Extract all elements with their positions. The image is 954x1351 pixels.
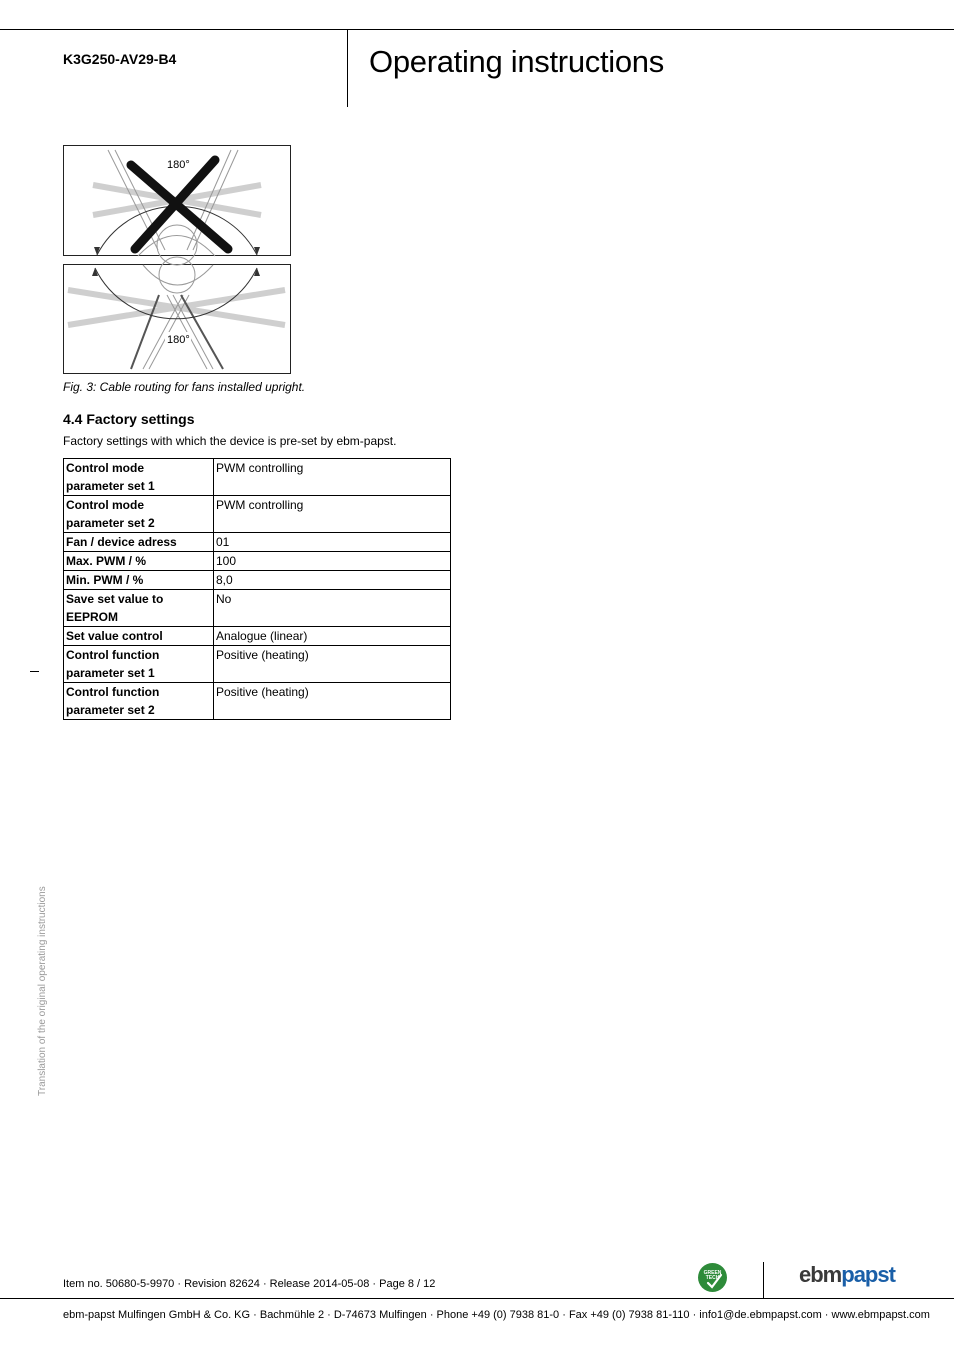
setting-value: No [214,590,451,627]
table-row [64,459,451,496]
table-row [64,571,451,590]
setting-value: PWM controlling [214,459,451,496]
header-divider [347,29,348,107]
cable-routing-figure [63,145,291,374]
side-note: Translation of the original operating instructions [37,886,48,1096]
setting-value: 01 [214,533,451,552]
table-row [64,646,451,683]
figure-caption: Fig. 3: Cable routing for fans installed upright. [63,380,306,394]
table-row [64,552,451,571]
setting-name: Control mode parameter set 1 [64,459,214,496]
setting-value: PWM controlling [214,496,451,533]
setting-name: Control function parameter set 2 [64,683,214,720]
table-row [64,496,451,533]
table-row [64,590,451,627]
margin-fold-mark [30,671,39,672]
greentech-icon [697,1262,728,1293]
model-number: K3G250-AV29-B4 [63,51,177,67]
footer-address-line: ebm-papst Mulfingen GmbH & Co. KG · Bachmühle 2 · D-74673 Mulfingen · Phone +49 (0) 7938 81-0 · Fax +49 (0) 7938 81-110 · info1@de.ebmpapst.com · www.ebmpapst.com [63,1309,930,1321]
setting-value: 8,0 [214,571,451,590]
svg-text:GREEN: GREEN [703,1270,722,1276]
ebmpapst-logo: ebmpapst [799,1262,895,1287]
section-heading: 4.4 Factory settings [63,411,195,427]
angle-label-top: 180° [167,159,190,171]
setting-name: Control mode parameter set 2 [64,496,214,533]
setting-value: Positive (heating) [214,683,451,720]
table-row [64,627,451,646]
footer-rule [0,1298,954,1299]
setting-name: Save set value to EEPROM [64,590,214,627]
setting-name: Control function parameter set 1 [64,646,214,683]
setting-name: Max. PWM / % [64,552,214,571]
svg-text:TECH: TECH [705,1275,720,1281]
setting-value: Analogue (linear) [214,627,451,646]
setting-name: Fan / device adress [64,533,214,552]
setting-name: Set value control [64,627,214,646]
greentech-badge [697,1262,728,1293]
angle-label-bottom: 180° [167,334,190,346]
footer-logo-divider [763,1262,764,1298]
page-title: Operating instructions [369,44,664,79]
cable-routing-drawing [63,145,291,374]
footer-item-line: Item no. 50680-5-9970 · Revision 82624 · Release 2014-05-08 · Page 8 / 12 [63,1278,436,1290]
table-row [64,533,451,552]
section-intro: Factory settings with which the device is pre-set by ebm-papst. [63,434,397,448]
table-row [64,683,451,720]
factory-settings-table [63,458,451,720]
setting-value: Positive (heating) [214,646,451,683]
setting-name: Min. PWM / % [64,571,214,590]
setting-value: 100 [214,552,451,571]
header-top-rule [0,29,954,30]
